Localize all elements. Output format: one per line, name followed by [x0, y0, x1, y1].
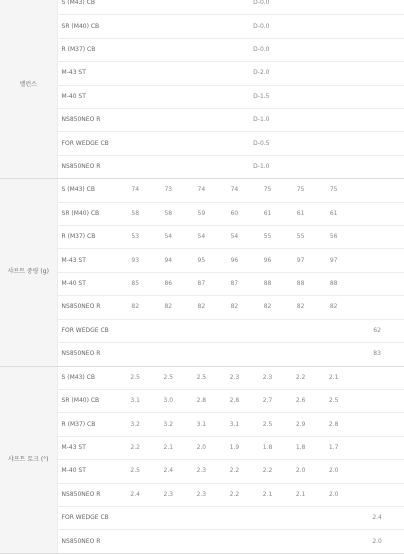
table-row: [0, 506, 404, 529]
shaft-model-cell: M-40 ST: [57, 85, 119, 108]
value-cell: [317, 343, 350, 366]
shaft-model-cell: S (M43) CB: [57, 366, 119, 389]
value-cell: 83: [350, 343, 404, 366]
value-cell: 58: [152, 202, 185, 225]
value-cell: [350, 483, 404, 506]
shaft-model-cell: M-40 ST: [57, 272, 119, 295]
table-row: [0, 249, 404, 272]
section-label: 샤프트 중량 (g): [0, 179, 57, 366]
value-cell: 97: [317, 249, 350, 272]
value-cell: 85: [119, 272, 152, 295]
value-cell: [284, 319, 317, 342]
value-cell: 56: [317, 226, 350, 249]
value-cell: [251, 319, 284, 342]
value-cell: 82: [185, 296, 218, 319]
section-label: 샤프트 토크 (°): [0, 366, 57, 553]
value-cell: [119, 343, 152, 366]
value-cell: [119, 530, 152, 553]
table-row: [0, 389, 404, 412]
shaft-model-cell: R (M37) CB: [57, 413, 119, 436]
value-cell: 87: [218, 272, 251, 295]
value-cell: 2.6: [284, 389, 317, 412]
table-row: [0, 226, 404, 249]
value-cell: 54: [218, 226, 251, 249]
balance-value-cell: D-0.0: [119, 0, 404, 15]
value-cell: 96: [251, 249, 284, 272]
value-cell: 61: [317, 202, 350, 225]
table-row: [0, 272, 404, 295]
value-cell: 2.2: [218, 460, 251, 483]
shaft-model-cell: S (M43) CB: [57, 0, 119, 15]
value-cell: 75: [284, 179, 317, 202]
value-cell: 93: [119, 249, 152, 272]
value-cell: 55: [251, 226, 284, 249]
value-cell: [185, 506, 218, 529]
value-cell: 2.0: [317, 460, 350, 483]
value-cell: [284, 343, 317, 366]
value-cell: [152, 343, 185, 366]
value-cell: 88: [251, 272, 284, 295]
value-cell: 58: [119, 202, 152, 225]
table-row: [0, 296, 404, 319]
value-cell: 94: [152, 249, 185, 272]
value-cell: 82: [218, 296, 251, 319]
value-cell: [185, 319, 218, 342]
value-cell: 53: [119, 226, 152, 249]
value-cell: 2.2: [218, 483, 251, 506]
table-row: [0, 155, 404, 178]
value-cell: [350, 272, 404, 295]
table-row: [0, 109, 404, 132]
table-row: [0, 202, 404, 225]
table-row: [0, 366, 404, 389]
value-cell: 2.3: [251, 366, 284, 389]
shaft-model-cell: NS850NEO R: [57, 296, 119, 319]
value-cell: 2.7: [251, 389, 284, 412]
value-cell: 2.8: [185, 389, 218, 412]
value-cell: [350, 460, 404, 483]
shaft-model-cell: FOR WEDGE CB: [57, 319, 119, 342]
value-cell: [317, 506, 350, 529]
shaft-model-cell: SR (M40) CB: [57, 389, 119, 412]
shaft-model-cell: SR (M40) CB: [57, 202, 119, 225]
balance-value-cell: D-1.5: [119, 85, 404, 108]
table-row: [0, 343, 404, 366]
value-cell: [119, 319, 152, 342]
value-cell: 2.1: [152, 436, 185, 459]
value-cell: 88: [317, 272, 350, 295]
value-cell: 74: [119, 179, 152, 202]
value-cell: 87: [185, 272, 218, 295]
value-cell: 82: [119, 296, 152, 319]
value-cell: 82: [152, 296, 185, 319]
table-row: [0, 0, 404, 15]
value-cell: 2.5: [317, 389, 350, 412]
value-cell: [350, 389, 404, 412]
shaft-model-cell: M-40 ST: [57, 460, 119, 483]
value-cell: 60: [218, 202, 251, 225]
value-cell: 2.9: [284, 413, 317, 436]
balance-value-cell: D-1.0: [119, 155, 404, 178]
table-row: [0, 530, 404, 553]
value-cell: [284, 530, 317, 553]
value-cell: [152, 506, 185, 529]
table-row: [0, 85, 404, 108]
value-cell: 2.3: [185, 460, 218, 483]
value-cell: [317, 319, 350, 342]
value-cell: [218, 530, 251, 553]
value-cell: 96: [218, 249, 251, 272]
shaft-model-cell: R (M37) CB: [57, 38, 119, 61]
value-cell: 2.4: [350, 506, 404, 529]
value-cell: 2.8: [218, 389, 251, 412]
value-cell: 82: [317, 296, 350, 319]
value-cell: 2.3: [152, 483, 185, 506]
table-row: [0, 38, 404, 61]
value-cell: 61: [251, 202, 284, 225]
value-cell: 73: [152, 179, 185, 202]
value-cell: 3.1: [119, 389, 152, 412]
value-cell: 61: [284, 202, 317, 225]
shaft-model-cell: R (M37) CB: [57, 226, 119, 249]
value-cell: 2.8: [317, 413, 350, 436]
value-cell: 88: [284, 272, 317, 295]
shaft-model-cell: NS850NEO R: [57, 109, 119, 132]
balance-value-cell: D-1.0: [119, 109, 404, 132]
value-cell: 86: [152, 272, 185, 295]
value-cell: 62: [350, 319, 404, 342]
value-cell: 2.5: [119, 366, 152, 389]
value-cell: 2.3: [218, 366, 251, 389]
value-cell: [152, 530, 185, 553]
value-cell: [152, 319, 185, 342]
table-row: [0, 413, 404, 436]
value-cell: 2.5: [152, 366, 185, 389]
shaft-model-cell: NS850NEO R: [57, 530, 119, 553]
table-row: [0, 62, 404, 85]
table-row: [0, 132, 404, 155]
shaft-model-cell: NS850NEO R: [57, 483, 119, 506]
value-cell: [185, 343, 218, 366]
value-cell: 2.4: [152, 460, 185, 483]
table-row: [0, 436, 404, 459]
value-cell: [350, 249, 404, 272]
shaft-model-cell: SR (M40) CB: [57, 15, 119, 38]
value-cell: 2.1: [317, 366, 350, 389]
value-cell: 3.1: [218, 413, 251, 436]
value-cell: [317, 530, 350, 553]
value-cell: [251, 506, 284, 529]
value-cell: [350, 179, 404, 202]
value-cell: 3.1: [185, 413, 218, 436]
table-row: [0, 483, 404, 506]
value-cell: 2.2: [119, 436, 152, 459]
value-cell: 1.9: [218, 436, 251, 459]
value-cell: [350, 226, 404, 249]
value-cell: 2.5: [185, 366, 218, 389]
table-row: [0, 319, 404, 342]
shaft-model-cell: M-43 ST: [57, 436, 119, 459]
shaft-model-cell: NS850NEO R: [57, 343, 119, 366]
value-cell: 97: [284, 249, 317, 272]
value-cell: 2.5: [251, 413, 284, 436]
value-cell: 2.4: [119, 483, 152, 506]
value-cell: 75: [251, 179, 284, 202]
shaft-model-cell: FOR WEDGE CB: [57, 506, 119, 529]
value-cell: 95: [185, 249, 218, 272]
value-cell: 75: [317, 179, 350, 202]
value-cell: 3.2: [152, 413, 185, 436]
value-cell: [218, 506, 251, 529]
value-cell: [350, 366, 404, 389]
value-cell: 82: [284, 296, 317, 319]
balance-value-cell: D-0.0: [119, 38, 404, 61]
value-cell: 55: [284, 226, 317, 249]
table-row: [0, 179, 404, 202]
value-cell: 2.1: [251, 483, 284, 506]
value-cell: 59: [185, 202, 218, 225]
shaft-model-cell: M-43 ST: [57, 249, 119, 272]
shaft-model-cell: FOR WEDGE CB: [57, 132, 119, 155]
value-cell: [218, 319, 251, 342]
value-cell: 2.3: [185, 483, 218, 506]
value-cell: 2.0: [350, 530, 404, 553]
shaft-model-cell: S (M43) CB: [57, 179, 119, 202]
value-cell: 1.8: [251, 436, 284, 459]
shaft-model-cell: M-43 ST: [57, 62, 119, 85]
value-cell: 2.0: [284, 460, 317, 483]
value-cell: [350, 436, 404, 459]
value-cell: 74: [218, 179, 251, 202]
value-cell: 82: [251, 296, 284, 319]
value-cell: 2.2: [251, 460, 284, 483]
value-cell: [350, 296, 404, 319]
value-cell: [119, 506, 152, 529]
balance-value-cell: D-2.0: [119, 62, 404, 85]
table-row: [0, 460, 404, 483]
value-cell: [350, 202, 404, 225]
value-cell: [185, 530, 218, 553]
value-cell: 74: [185, 179, 218, 202]
table-row: [0, 15, 404, 38]
shaft-model-cell: NS850NEO R: [57, 155, 119, 178]
value-cell: [218, 343, 251, 366]
value-cell: 2.5: [119, 460, 152, 483]
balance-value-cell: D-0.0: [119, 15, 404, 38]
value-cell: [251, 343, 284, 366]
value-cell: 2.0: [317, 483, 350, 506]
value-cell: [284, 506, 317, 529]
value-cell: 3.0: [152, 389, 185, 412]
value-cell: 54: [185, 226, 218, 249]
value-cell: 3.2: [119, 413, 152, 436]
value-cell: [251, 530, 284, 553]
value-cell: 1.7: [317, 436, 350, 459]
value-cell: 2.1: [284, 483, 317, 506]
value-cell: [350, 413, 404, 436]
section-label: 밸런스: [0, 0, 57, 179]
value-cell: 1.8: [284, 436, 317, 459]
value-cell: 2.0: [185, 436, 218, 459]
balance-value-cell: D-0.5: [119, 132, 404, 155]
value-cell: 54: [152, 226, 185, 249]
value-cell: 2.2: [284, 366, 317, 389]
